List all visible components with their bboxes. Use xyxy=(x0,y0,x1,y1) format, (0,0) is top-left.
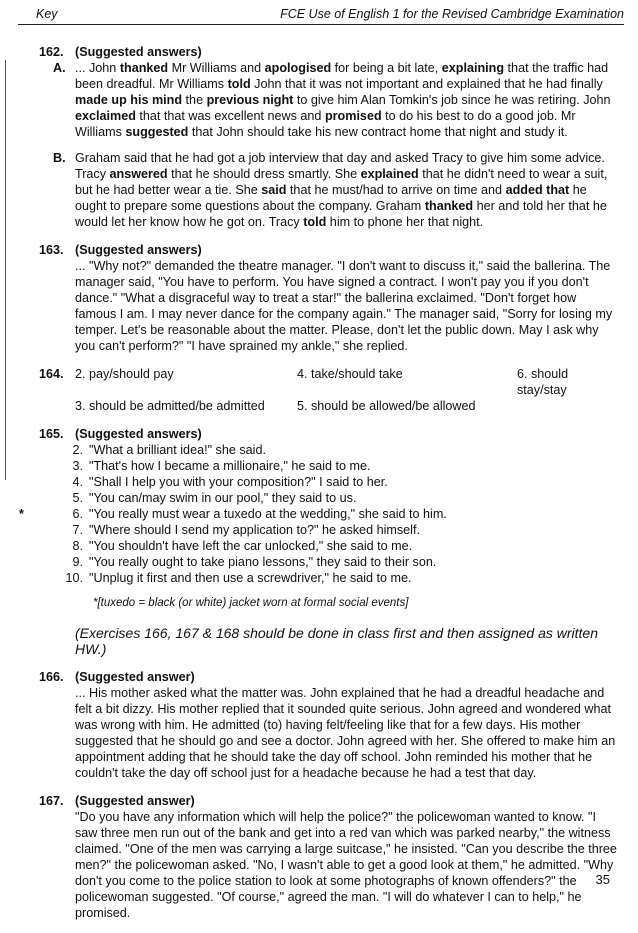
question-number: 164. xyxy=(39,367,64,381)
answer-text: ... His mother asked what the matter was. John explained that he had a dreadful headache and felt a bit dizzy. His mother replied that it sounded quite serious. John agreed and wondered what was wrong with him. He admitted (to) having felt/feeling like that for a few days. His mother suggested that he should go and see a doctor. John agreed with her. She offered to make him an appointment adding that he should take the day off school. John reminded his mother that he couldn't take the day off school just for a headache because he had a test that day. xyxy=(75,686,616,780)
question-163 xyxy=(39,242,617,354)
page-number: 35 xyxy=(595,872,610,887)
header-left: Key xyxy=(36,7,58,21)
question-title: (Suggested answers) xyxy=(75,45,202,59)
answer-item: 5. should be allowed/be allowed xyxy=(297,399,476,413)
question-164 xyxy=(39,366,617,414)
question-166 xyxy=(39,669,617,781)
list-item: 3. "That's how I became a millionaire," he said to me. xyxy=(72,459,371,473)
answer-a-text: ... John thanked Mr Williams and apologised for being a bit late, explaining that the traffic had been dreadful. Mr Williams told John that it was not important and explained that he had finally made up his mind the previous night to give him Alan Tomkin's job since he was retiring. John exclaimed that that was excellent news and promised to do his best to do a good job. Mr Williams suggested that John should take his new contract home that night and study it. xyxy=(75,61,611,139)
answer-b-text: Graham said that he had got a job interview that day and asked Tracy to give him some advice. Tracy answered that he should dress smartly. She explained that he didn't need to wear a suit, but he had better wear a tie. She said that he must/had to arrive on time and added that he ought to prepare some questions about the company. Graham thanked her and told her that he would let her know how he got on. Tracy told him to phone her that night. xyxy=(75,151,608,229)
header-rule xyxy=(18,24,624,25)
question-number: 163. xyxy=(39,243,64,257)
footnote: *[tuxedo = black (or white) jacket worn at formal social events] xyxy=(93,597,409,609)
question-167 xyxy=(39,793,617,921)
header-right: FCE Use of English 1 for the Revised Cambridge Examination xyxy=(280,7,624,21)
question-number: 165. xyxy=(39,427,64,441)
list-item: 5. "You can/may swim in our pool," they said to us. xyxy=(72,491,357,505)
answer-list xyxy=(19,442,617,586)
margin-line xyxy=(5,60,6,480)
answer-letter: B. xyxy=(53,151,66,165)
question-165 xyxy=(19,426,617,611)
answer-item: 2. pay/should pay xyxy=(75,367,174,381)
answer-text: "Do you have any information which will help the police?" the policewoman wanted to know. "I saw three men run out of the bank and get into a red van which was parked nearby," the witness claimed. "One of the men was carrying a large suitcase," he insisted. "Can you describe the three men?" the policewoman asked. "No, I wasn't able to get a good look at them," he admitted. "Why don't you come to the police station to look at some photographs of known offenders?" the policewoman suggested. "Of course," agreed the man. "I will do whatever I can to help," he promised. xyxy=(75,810,617,920)
list-item: 7. "Where should I send my application to?" he asked himself. xyxy=(72,523,420,537)
question-162 xyxy=(39,44,617,230)
list-item: 4. "Shall I help you with your composition?" I said to her. xyxy=(72,475,388,489)
question-number: 166. xyxy=(39,670,64,684)
question-number: 167. xyxy=(39,794,64,808)
list-item: 10. "Unplug it first and then use a screwdriver," he said to me. xyxy=(65,571,412,585)
answer-key-content xyxy=(19,44,617,933)
answer-text: ... "Why not?" demanded the theatre manager. "I don't want to discuss it," said the ballerina. The manager said, "You have to perform. You have signed a contract. I won't pay you if you don't dance." "What a disgraceful way to treat a star!" the ballerina exclaimed. "Don't forget how famous I am. I may never dance for the company again." The manager said, "Sorry for losing my temper. Let's be reasonable about the matter. Please, don't let the public down. May I ask why you can't perform?" "I have sprained my ankle," she replied. xyxy=(75,259,613,353)
exercise-note: (Exercises 166, 167 & 168 should be done in class first and then assigned as written HW.) xyxy=(75,625,598,657)
list-item: 2. "What a brilliant idea!" she said. xyxy=(72,443,266,457)
answer-item: 3. should be admitted/be admitted xyxy=(75,399,265,413)
list-item: 9. "You really ought to take piano lessons," they said to their son. xyxy=(72,555,437,569)
question-title: (Suggested answers) xyxy=(75,427,202,441)
answer-item: 6. should stay/stay xyxy=(517,367,569,397)
question-title: (Suggested answers) xyxy=(75,243,202,257)
question-number: 162. xyxy=(39,45,64,59)
list-item: 8. "You shouldn't have left the car unlocked," she said to me. xyxy=(72,539,413,553)
list-item: * 6. "You really must wear a tuxedo at the wedding," she said to him. xyxy=(19,507,447,521)
answer-item xyxy=(517,398,617,414)
answer-letter: A. xyxy=(53,61,66,75)
answer-item: 4. take/should take xyxy=(297,367,403,381)
answer-a xyxy=(53,60,617,140)
question-title: (Suggested answer) xyxy=(75,794,195,808)
answer-b xyxy=(53,150,617,230)
page-header xyxy=(18,7,624,25)
question-title: (Suggested answer) xyxy=(75,670,195,684)
